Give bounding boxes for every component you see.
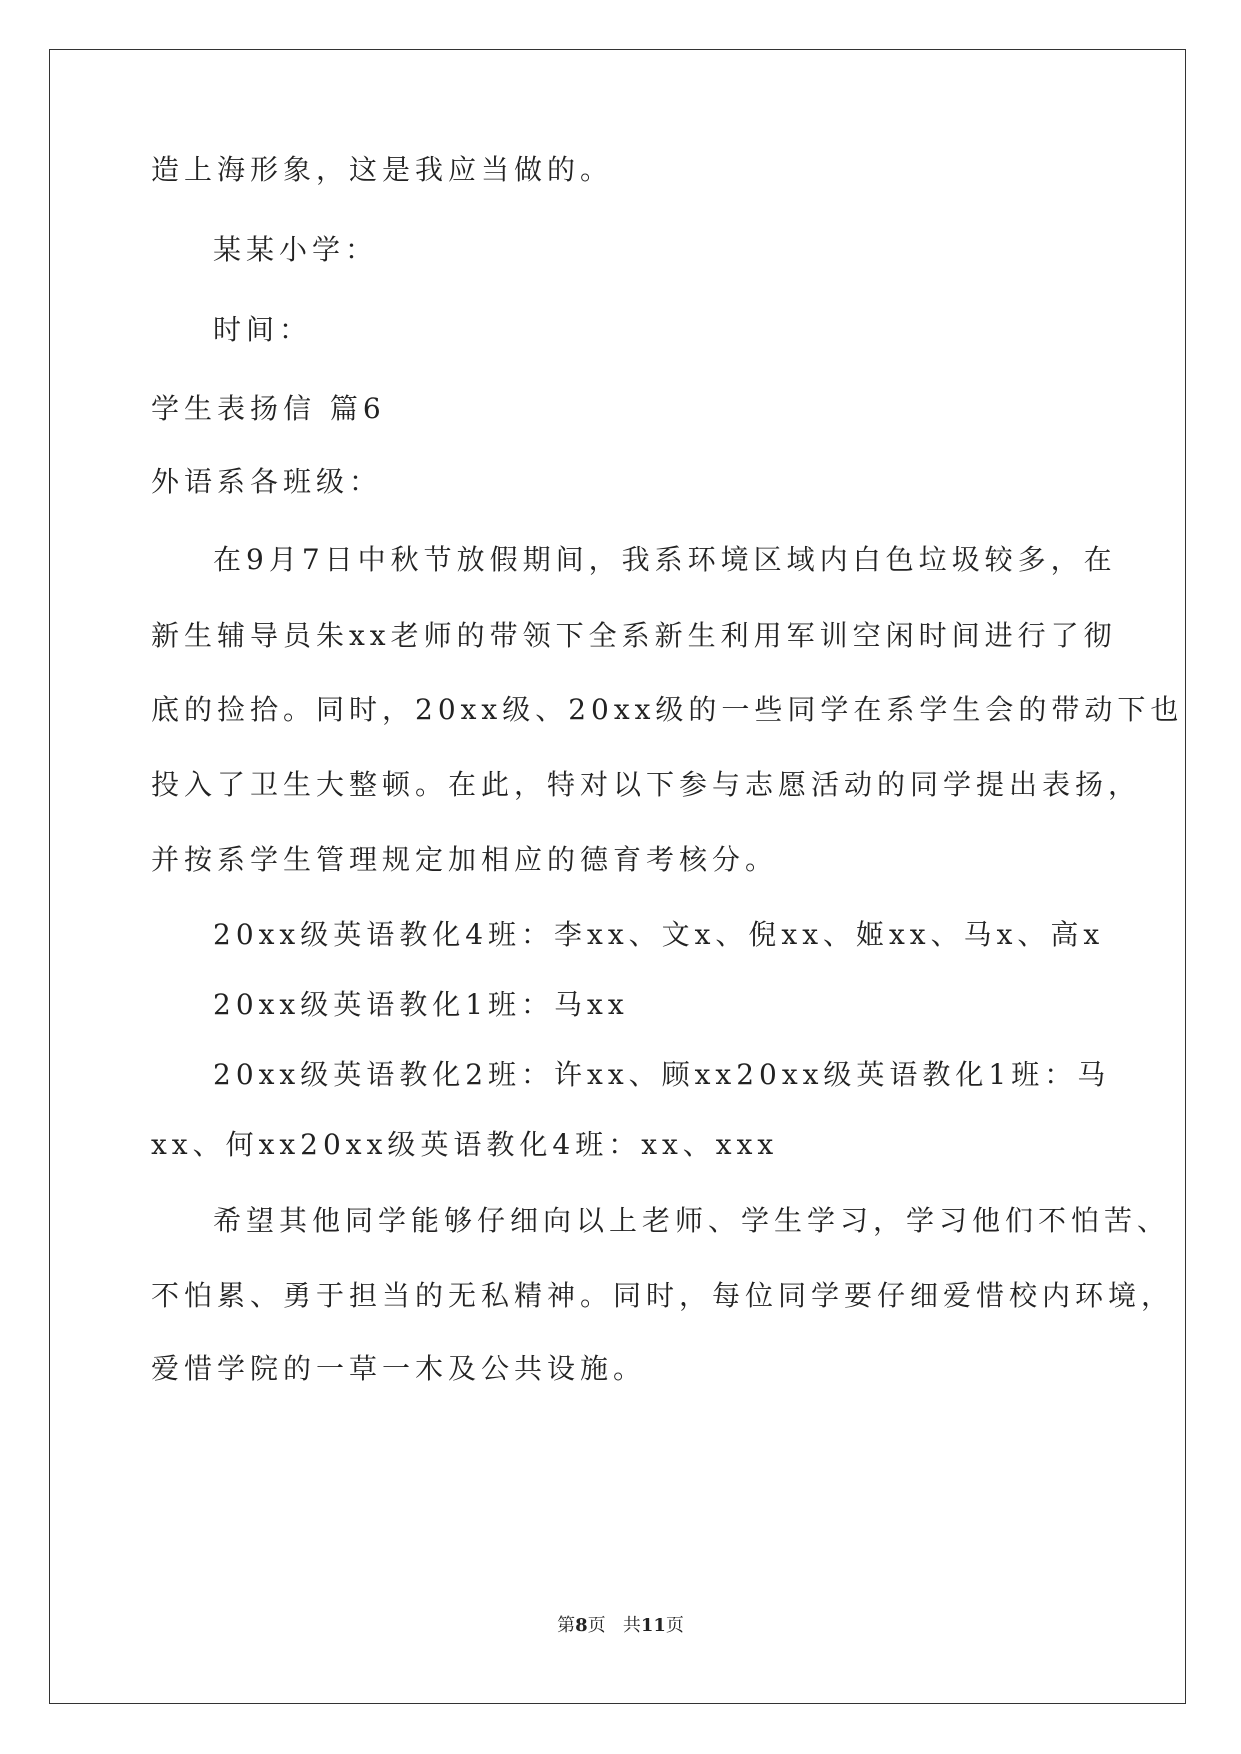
total-pages-number: 11 xyxy=(640,1615,666,1636)
text-line: 某某小学： xyxy=(213,233,379,266)
text-line: 希望其他同学能够仔细向以上老师、学生学习，学习他们不怕苦、 xyxy=(213,1204,1171,1237)
text-line: 造上海形象，这是我应当做的。 xyxy=(151,153,614,186)
text-line: 时间： xyxy=(213,313,313,346)
text-line: 在9月7日中秋节放假期间，我系环境区域内白色垃圾较多，在 xyxy=(213,543,1117,576)
footer-total-suffix: 页 xyxy=(665,1615,684,1636)
text-line: xx、何xx20xx级英语教化4班：xx、xxx xyxy=(151,1128,779,1161)
text-line: 20xx级英语教化1班：马xx xyxy=(213,988,629,1021)
text-line: 新生辅导员朱xx老师的带领下全系新生利用军训空闲时间进行了彻 xyxy=(151,619,1117,652)
text-line: 20xx级英语教化2班：许xx、顾xx20xx级英语教化1班：马 xyxy=(213,1058,1111,1091)
text-line: 并按系学生管理规定加相应的德育考核分。 xyxy=(151,843,779,876)
text-line: 20xx级英语教化4班：李xx、文x、倪xx、姬xx、马x、高x xyxy=(213,918,1105,951)
salutation: 外语系各班级： xyxy=(151,465,383,498)
footer-total-prefix: 共 xyxy=(622,1615,641,1636)
page-footer xyxy=(0,1611,1241,1637)
section-heading: 学生表扬信 篇6 xyxy=(151,392,386,425)
footer-prefix: 第 xyxy=(557,1615,576,1636)
text-line: 不怕累、勇于担当的无私精神。同时，每位同学要仔细爱惜校内环境， xyxy=(151,1279,1175,1312)
text-line: 爱惜学院的一草一木及公共设施。 xyxy=(151,1352,647,1385)
text-line: 底的捡拾。同时，20xx级、20xx级的一些同学在系学生会的带动下也 xyxy=(151,693,1184,726)
text-line: 投入了卫生大整顿。在此，特对以下参与志愿活动的同学提出表扬， xyxy=(151,768,1142,801)
current-page-number: 8 xyxy=(575,1615,588,1636)
footer-page-suffix: 页 xyxy=(587,1615,606,1636)
